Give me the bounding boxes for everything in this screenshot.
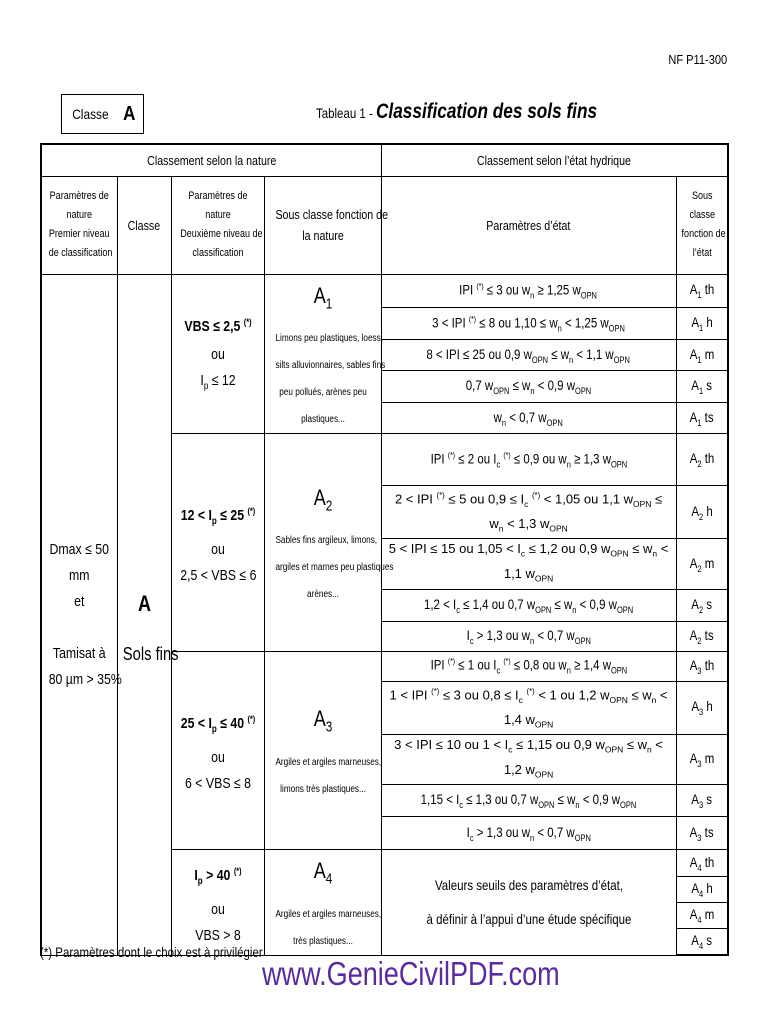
classe-box-label: Classe	[72, 106, 109, 122]
state-code	[676, 539, 728, 589]
state-condition	[381, 817, 676, 850]
subclass-desc-line: peu pollués, arènes peu	[278, 386, 367, 398]
state-code-text: $A_2$ th	[689, 449, 715, 469]
subclass-desc-line: arènes...	[306, 588, 339, 600]
state-code-text: $A_3$ h	[691, 698, 713, 718]
state-code	[676, 850, 728, 876]
subclass-desc-line: Argiles et argiles marneuses,	[274, 908, 381, 920]
state-code	[676, 681, 728, 735]
subclass-desc-line: Limons peu plastiques, loess,	[274, 332, 383, 344]
state-code-text: $A_2$ s	[691, 595, 713, 615]
param-line: $I_p \le 12$	[199, 372, 236, 393]
state-condition	[381, 370, 676, 402]
first-level-params	[41, 274, 122, 955]
state-code	[676, 876, 728, 902]
state-code-text: $A_1$ th	[689, 281, 715, 301]
header-param-etat: Paramètres d’état	[381, 176, 676, 274]
header-nature: Classement selon la nature	[41, 144, 381, 176]
subclass-desc-line: argiles et marnes peu plastiques	[274, 561, 394, 573]
second-level-params	[171, 433, 264, 651]
state-code	[676, 785, 728, 817]
subclass-nature	[264, 850, 381, 955]
state-condition-text: IPI (*) ≤ 1 ou $I_c$ (*) ≤ 0,8 ou $w_n \ge 1,4$ $w_{OPN}$	[430, 656, 627, 676]
table-title-prefix: Tableau 1 -	[316, 105, 377, 121]
subclass-desc-line: Sables fins argileux, limons,	[274, 534, 377, 546]
state-code-text: $A_1$ s	[691, 377, 713, 397]
header-sousclasse-nature: Sous classe fonction de la nature	[264, 176, 381, 274]
subclass-desc-line: très plastiques...	[292, 935, 353, 947]
state-condition	[381, 539, 676, 589]
state-condition-text: $I_c > 1,3$ ou $w_n < 0,7$ $w_{OPN}$	[466, 823, 591, 843]
state-code-text: $A_4$ s	[691, 932, 713, 952]
class-letter: A	[137, 591, 151, 617]
state-code	[676, 651, 728, 681]
table-title	[316, 100, 597, 124]
state-code-text: $A_2$ m	[689, 554, 715, 574]
state-condition	[381, 340, 676, 370]
first-level-line: 80 µm > 35%	[48, 670, 122, 688]
state-condition	[381, 403, 676, 433]
state-condition-text: 1 < IPI (*) ≤ 3 ou $0,8 \le I_c$ (*) < 1 ou 1,2 $w_{OPN} \le w_n < 1,4$ $w_{OPN}$	[389, 686, 668, 730]
state-code-text: $A_1$ ts	[689, 408, 714, 428]
state-condition	[381, 681, 676, 735]
state-condition-text: 5 < IPI ≤ 15 ou $1,05 < I_c \le 1,2$ ou 0,9 $w_{OPN} \le w_n < 1,1$ $w_{OPN}$	[388, 541, 669, 584]
param-line: ou	[210, 900, 225, 918]
classification-table	[40, 143, 729, 956]
first-level-line: Dmax ≤ 50	[49, 540, 109, 558]
state-condition-text: IPI (*) ≤ 2 ou $I_c$ (*) ≤ 0,9 ou $w_n \ge 1,3$ $w_{OPN}$	[430, 449, 627, 470]
subclass-nature	[264, 274, 385, 433]
subclass-code: $A_4$	[313, 858, 332, 888]
state-condition	[381, 308, 676, 340]
param-line: VBS > 8	[194, 926, 241, 944]
state-condition-text: $I_c > 1,3$ ou $w_n < 0,7$ $w_{OPN}$	[466, 626, 591, 646]
second-level-params	[171, 850, 264, 955]
param-line: $25 < I_p \le 40$ (*)	[180, 713, 255, 735]
state-condition	[381, 621, 676, 651]
state-condition	[381, 485, 676, 539]
state-code-text: $A_3$ th	[689, 656, 715, 676]
class-cell	[117, 274, 179, 955]
header-param1: Paramètres de nature Premier niveau de classification	[41, 176, 117, 274]
first-level-line: Tamisat à	[52, 644, 106, 662]
state-condition	[381, 274, 676, 308]
state-code-text: $A_2$ ts	[689, 626, 714, 646]
state-code-text: $A_3$ ts	[689, 823, 714, 843]
state-condition-text: $1,2 < I_c \le 1,4$ ou 0,7 $w_{OPN} \le w_n < 0,9$ $w_{OPN}$	[423, 595, 634, 615]
state-code-text: $A_1$ h	[691, 314, 713, 334]
param-line: $I_p > 40$ (*)	[193, 865, 242, 887]
state-code-text: $A_2$ h	[691, 502, 713, 522]
class-name: Sols fins	[122, 644, 179, 665]
state-condition-text: $1,15 < I_c \le 1,3$ ou 0,7 $w_{OPN} \le w_n < 0,9$ $w_{OPN}$	[420, 791, 637, 811]
state-code-text: $A_4$ m	[689, 906, 715, 926]
param-line: VBS ≤ 2,5 (*)	[183, 317, 252, 336]
table-title-main: Classification des sols fins	[376, 100, 598, 123]
state-condition-text: 3 < IPI (*) ≤ 8 ou $1,10 \le w_n < 1,25$ $w_{OPN}$	[432, 314, 625, 334]
state-code-text: $A_3$ s	[691, 791, 713, 811]
state-code-text: $A_4$ th	[689, 853, 715, 873]
state-code	[676, 433, 728, 485]
first-level-line	[49, 615, 110, 641]
subclass-nature	[264, 651, 381, 850]
state-text	[381, 850, 676, 955]
state-condition-text: 0,7 $w_{OPN} \le w_n < 0,9$ $w_{OPN}$	[465, 377, 592, 397]
state-code-text: $A_3$ m	[689, 750, 715, 770]
state-code	[676, 340, 728, 370]
header-sousclasse-etat: Sous classe fonction de l’état	[676, 176, 728, 274]
state-code	[676, 485, 728, 539]
state-code	[676, 902, 728, 928]
state-code	[676, 370, 728, 402]
param-line: 2,5 < VBS ≤ 6	[179, 566, 256, 584]
state-code	[676, 589, 728, 621]
subclass-desc-line: limons très plastiques...	[279, 783, 366, 795]
state-condition	[381, 735, 676, 785]
state-condition-text: 8 < IPI ≤ 25 ou 0,9 $w_{OPN} \le w_n < 1,1$ $w_{OPN}$	[426, 345, 631, 365]
footnote: (*) Paramètres dont le choix est à privilégier	[40, 944, 263, 960]
state-text-line: Valeurs seuils des paramètres d’état,	[434, 877, 623, 894]
state-condition-text: $w_n < 0,7$ $w_{OPN}$	[493, 408, 564, 428]
state-condition-text: IPI (*) ≤ 3 ou $w_n \ge 1,25$ $w_{OPN}$	[459, 281, 598, 301]
header-classe: Classe	[117, 176, 171, 274]
state-condition-text: 3 < IPI ≤ 10 ou $1 < I_c \le 1,15$ ou 0,9 $w_{OPN} \le w_n < 1,2$ $w_{OPN}$	[394, 737, 663, 780]
state-code	[676, 308, 728, 340]
state-text-line: à définir à l’appui d’une étude spécifique	[426, 911, 631, 928]
subclass-code: $A_2$	[313, 484, 332, 514]
state-code-text: $A_4$ h	[691, 879, 713, 899]
classe-box	[61, 94, 144, 134]
first-level-line: et	[74, 592, 85, 610]
state-code	[676, 403, 728, 433]
param-line: ou	[210, 346, 225, 364]
state-code	[676, 735, 728, 785]
param-line: ou	[210, 748, 225, 766]
subclass-nature	[264, 433, 394, 651]
second-level-params	[171, 274, 264, 433]
subclass-desc-line: plastiques...	[300, 413, 345, 425]
state-condition	[381, 589, 676, 621]
first-level-line: mm	[69, 566, 90, 584]
state-code	[676, 817, 728, 850]
header-param2: Paramètres de nature Deuxième niveau de classification	[171, 176, 264, 274]
state-condition	[381, 433, 676, 485]
state-condition	[381, 785, 676, 817]
state-condition-text: 2 < IPI (*) ≤ 5 ou $0,9 \le I_c$ (*) < 1,05 ou 1,1 $w_{OPN} \le w_n < 1,3$ $w_{OPN}$	[394, 490, 663, 534]
param-line: $12 < I_p \le 25$ (*)	[180, 505, 255, 527]
param-line: ou	[210, 540, 225, 558]
param-line: 6 < VBS ≤ 8	[184, 774, 251, 792]
state-code	[676, 929, 728, 955]
subclass-code: $A_3$	[313, 706, 332, 736]
classe-box-value: A	[122, 102, 136, 125]
header-hydrique: Classement selon l’état hydrique	[381, 144, 728, 176]
state-code	[676, 274, 728, 308]
state-code-text: $A_1$ m	[689, 345, 715, 365]
norm-reference: NF P11-300	[668, 52, 727, 67]
subclass-desc-line: silts alluvionnaires, sables fins	[274, 359, 385, 371]
watermark-link[interactable]: www.GenieCivilPDF.com	[262, 955, 560, 992]
state-condition	[381, 651, 676, 681]
state-code	[676, 621, 728, 651]
subclass-code: $A_1$	[313, 282, 332, 312]
subclass-desc-line: Argiles et argiles marneuses,	[274, 756, 381, 768]
second-level-params	[171, 651, 264, 850]
